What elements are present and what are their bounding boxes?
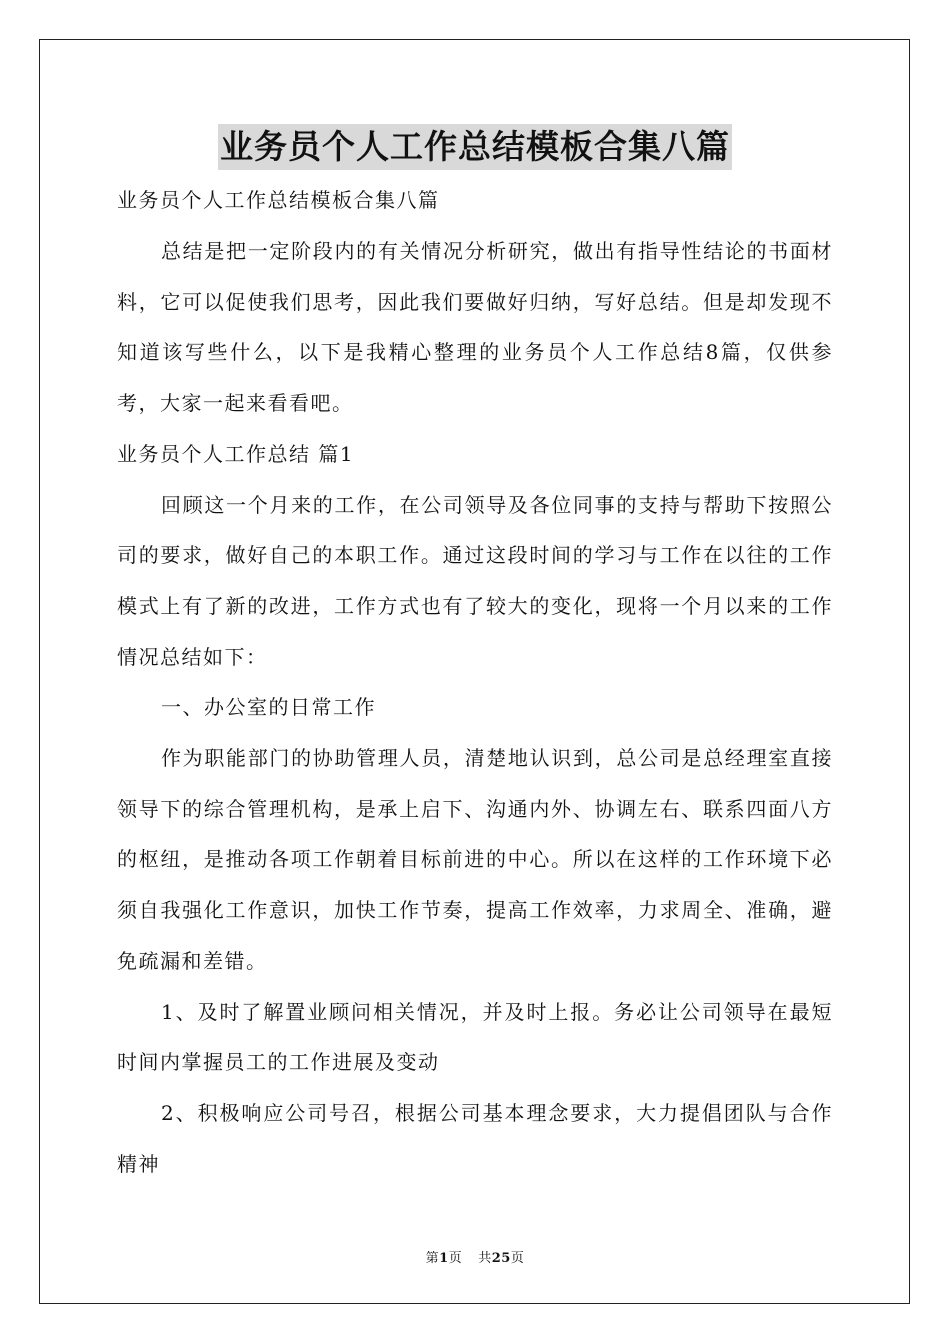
document-title-text: 业务员个人工作总结模板合集八篇 bbox=[218, 124, 732, 170]
total-suffix: 页 bbox=[510, 1251, 525, 1266]
total-pages: 25 bbox=[491, 1251, 511, 1266]
list-item-1: 1、及时了解置业顾问相关情况，并及时上报。务必让公司领导在最短时间内掌握员工的工作进展及变动 bbox=[117, 999, 833, 1075]
section-heading-1: 业务员个人工作总结 篇1 bbox=[117, 441, 355, 466]
intro-paragraph: 总结是把一定阶段内的有关情况分析研究，做出有指导性结论的书面材料，它可以促使我们思考，因此我们要做好归纳，写好总结。但是却发现不知道该写些什么，以下是我精心整理的业务员个人工作总结8篇，仅供参考，大家一起来看看吧。 bbox=[117, 239, 833, 416]
sub-heading-office-work: 一、办公室的日常工作 bbox=[161, 695, 376, 720]
body-paragraph: 回顾这一个月来的工作，在公司领导及各位同事的支持与帮助下按照公司的要求，做好自己的本职工作。通过这段时间的学习与工作在以往的工作模式上有了新的改进，工作方式也有了较大的变化，现将一个月以来的工作情况总结如下： bbox=[117, 492, 833, 669]
document-body bbox=[117, 178, 833, 1189]
page-number: 1 bbox=[439, 1251, 449, 1266]
page-prefix: 第 bbox=[425, 1251, 440, 1266]
total-prefix: 共 bbox=[478, 1251, 492, 1266]
body-paragraph: 作为职能部门的协助管理人员，清楚地认识到，总公司是总经理室直接领导下的综合管理机构，是承上启下、沟通内外、协调左右、联系四面八方的枢纽，是推动各项工作朝着目标前进的中心。所以在这样的工作环境下必须自我强化工作意识，加快工作节奏，提高工作效率，力求周全、准确，避免疏漏和差错。 bbox=[117, 746, 833, 973]
page-suffix: 页 bbox=[448, 1251, 463, 1266]
document-title bbox=[0, 124, 950, 170]
list-item-2: 2、积极响应公司号召，根据公司基本理念要求，大力提倡团队与合作精神 bbox=[117, 1100, 833, 1176]
page-footer bbox=[0, 1247, 950, 1266]
document-subtitle: 业务员个人工作总结模板合集八篇 bbox=[117, 188, 440, 212]
